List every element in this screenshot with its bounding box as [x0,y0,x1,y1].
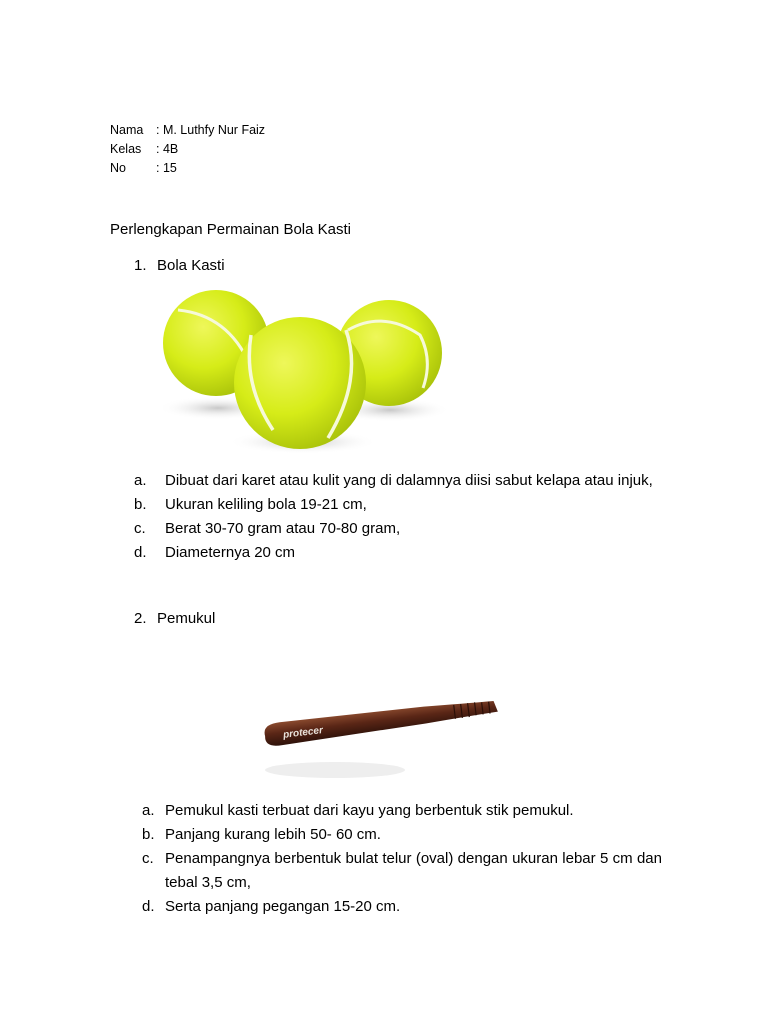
list-item [134,493,658,517]
list-text: Penampangnya berbentuk bulat telur (oval) dengan ukuran lebar 5 cm dan tebal 3,5 cm, [165,850,662,891]
tennis-balls-image [158,290,448,460]
bat-icon [250,640,515,800]
student-info [110,121,265,178]
list-letter: a. [134,472,147,489]
list-text: Diameternya 20 cm [165,544,296,561]
list-letter: c. [134,520,146,537]
section-number: 1. [134,257,147,274]
list-letter: d. [142,898,155,915]
list-item [134,517,658,541]
class-label: Kelas [110,142,142,156]
list-letter: b. [142,826,155,843]
list-item [142,823,662,847]
number-value: : 15 [156,161,177,175]
list-text: Serta panjang pegangan 15-20 cm. [165,898,401,915]
section-title: Pemukul [157,610,216,627]
list-letter: c. [142,850,154,867]
list-letter: b. [134,496,147,513]
bat-brand-label: protecer [282,725,324,741]
list-text: Dibuat dari karet atau kulit yang di dalamnya diisi sabut kelapa atau injuk, [165,472,653,489]
section-heading-bola-kasti [134,257,225,274]
list-item [142,847,662,895]
student-name-row [110,121,265,140]
section-title: Bola Kasti [157,257,225,274]
list-text: Berat 30-70 gram atau 70-80 gram, [165,520,401,537]
list-item [142,799,662,823]
student-number-row [110,159,265,178]
number-label: No [110,161,126,175]
section-heading-pemukul [134,610,215,627]
list-letter: a. [142,802,155,819]
section-number: 2. [134,610,147,627]
list-text: Ukuran keliling bola 19-21 cm, [165,496,367,513]
list-letter: d. [134,544,147,561]
list-text: Pemukul kasti terbuat dari kayu yang berbentuk stik pemukul. [165,802,574,819]
list-item [142,895,662,919]
student-class-row [110,140,265,159]
document-title: Perlengkapan Permainan Bola Kasti [110,221,351,238]
bat-image [250,640,515,800]
class-value: : 4B [156,142,179,156]
list-text: Panjang kurang lebih 50- 60 cm. [165,826,381,843]
name-label: Nama [110,123,144,137]
pemukul-list [142,799,662,919]
list-item [134,469,658,493]
tennis-balls-icon [158,290,448,460]
name-value: : M. Luthfy Nur Faiz [156,123,266,137]
list-item [134,541,658,565]
bola-kasti-list [134,469,658,565]
